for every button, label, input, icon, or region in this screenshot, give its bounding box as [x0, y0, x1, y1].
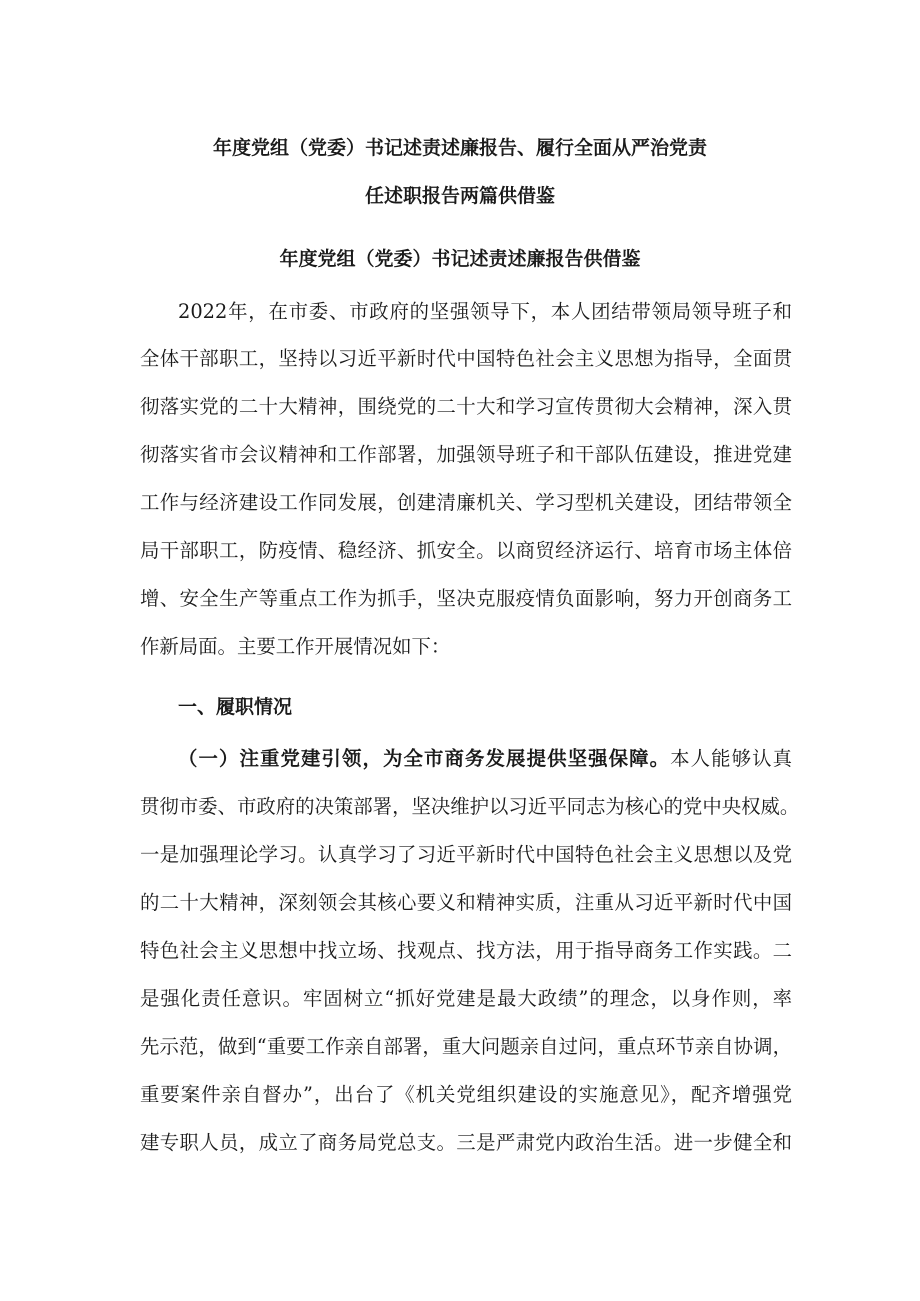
paragraph-1-line: 作新局面。主要工作开展情况如下： — [140, 635, 451, 658]
paragraph-1-line: 增、安全生产等重点工作为抓手，坚决克服疫情负面影响，努力开创商务工 — [140, 587, 792, 610]
document-title-line-1: 年度党组（党委）书记述责述廉报告、履行全面从严治党责 — [212, 137, 707, 159]
paragraph-2-line: 特色社会主义思想中找立场、找观点、找方法，用于指导商务工作实践。二 — [140, 939, 792, 962]
paragraph-1-line: 全体干部职工，坚持以习近平新时代中国特色社会主义思想为指导，全面贯 — [140, 347, 792, 370]
section-heading: 一、履职情况 — [178, 696, 293, 718]
paragraph-1-line: 2022年，在市委、市政府的坚强领导下，本人团结带领局领导班子和 — [178, 300, 792, 323]
paragraph-2-line: 建专职人员，成立了商务局党总支。三是严肃党内政治生活。进一步健全和 — [140, 1131, 792, 1154]
paragraph-2-line: 贯彻市委、市政府的决策部署，坚决维护以习近平同志为核心的党中央权威。 — [140, 795, 800, 818]
paragraph-1-line: 局干部职工，防疫情、稳经济、抓安全。以商贸经济运行、培育市场主体倍 — [140, 539, 792, 562]
paragraph-2-first-line — [178, 747, 792, 771]
paragraph-1-line: 彻落实省市会议精神和工作部署，加强领导班子和干部队伍建设，推进党建 — [140, 443, 792, 466]
paragraph-2-line: 是强化责任意识。牢固树立“抓好党建是最大政绩”的理念，以身作则，率 — [140, 987, 792, 1010]
paragraph-2-line: 重要案件亲自督办”，出台了《机关党组织建设的实施意见》，配齐增强党 — [140, 1083, 792, 1106]
document-title-line-2: 任述职报告两篇供借鉴 — [364, 185, 555, 207]
paragraph-1-line: 彻落实党的二十大精神，围绕党的二十大和学习宣传贯彻大会精神，深入贯 — [140, 395, 792, 418]
paragraph-2-line: 先示范，做到“重要工作亲自部署，重大问题亲自过问，重点环节亲自协调， — [140, 1035, 792, 1058]
paragraph-2-first-rest: 本人能够认真 — [670, 747, 793, 770]
paragraph-2-line: 一是加强理论学习。认真学习了习近平新时代中国特色社会主义思想以及党 — [140, 843, 792, 866]
paragraph-2-bold-lead: （一）注重党建引领，为全市商务发展提供坚强保障。 — [178, 747, 671, 770]
article-subtitle: 年度党组（党委）书记述责述廉报告供借鉴 — [279, 248, 641, 270]
paragraph-2-line: 的二十大精神，深刻领会其核心要义和精神实质，注重从习近平新时代中国 — [140, 891, 792, 914]
paragraph-1-line: 工作与经济建设工作同发展，创建清廉机关、学习型机关建设，团结带领全 — [140, 491, 792, 514]
